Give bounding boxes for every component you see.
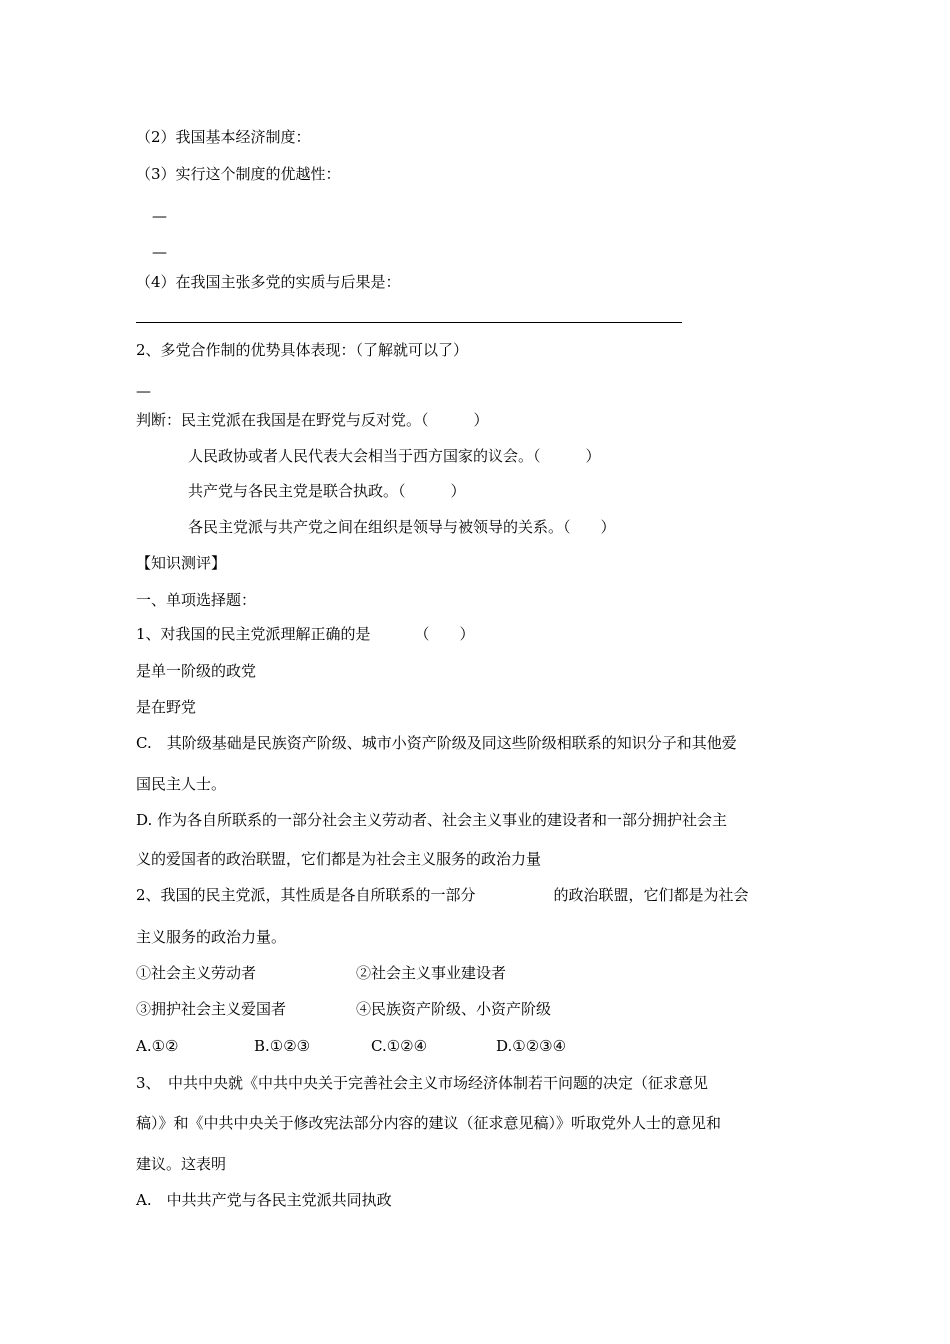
mc-question-1-stem: [136, 624, 475, 644]
question-3-heading: （3）实行这个制度的优越性：: [136, 165, 341, 183]
question-4-heading: （4）在我国主张多党的实质与后果是：: [136, 273, 401, 291]
mc-question-2-stem: [136, 885, 749, 905]
section-2-heading: 2、多党合作制的优势具体表现：（了解就可以了）: [136, 341, 469, 359]
answer-blank-dash: —: [136, 382, 151, 400]
mc-question-3-cont: 稿）》和《中共中央关于修改宪法部分内容的建议（征求意见稿）》听取党外人士的意见和: [136, 1114, 722, 1132]
mc-option-a: A. 中共共产党与各民主党派共同执政: [136, 1191, 392, 1209]
judgment-item: 共产党与各民主党是联合执政。（ ）: [188, 482, 466, 500]
mc-choice-c: C.①②④: [371, 1037, 428, 1055]
question-text: 1、对我国的民主党派理解正确的是: [136, 625, 371, 643]
mc-option-a: 是单一阶级的政党: [136, 662, 257, 680]
question-text-cont: 的政治联盟，它们都是为社会: [553, 886, 749, 904]
answer-blank-dash: —: [152, 243, 167, 261]
mc-question-2-cont: 主义服务的政治力量。: [136, 928, 287, 946]
mc-option-b: 是在野党: [136, 698, 197, 716]
part-title: 一、单项选择题：: [136, 591, 257, 609]
mc-item-4: ④民族资产阶级、小资产阶级: [356, 1000, 552, 1018]
judgment-item: 判断：民主党派在我国是在野党与反对党。（ ）: [136, 411, 489, 429]
answer-underline: [136, 322, 682, 323]
mc-option-d-cont: 义的爱国者的政治联盟，它们都是为社会主义服务的政治力量: [136, 850, 542, 868]
mc-item-3: ③拥护社会主义爱国者: [136, 1000, 287, 1018]
judgment-item: 各民主党派与共产党之间在组织是领导与被领导的关系。（ ）: [188, 518, 616, 536]
mc-item-1: ①社会主义劳动者: [136, 964, 257, 982]
answer-blank-dash: —: [152, 207, 167, 225]
judgment-item: 人民政协或者人民代表大会相当于西方国家的议会。（ ）: [188, 447, 601, 465]
mc-choice-a: A.①②: [136, 1037, 179, 1055]
mc-choice-d: D.①②③④: [496, 1037, 567, 1055]
answer-paren: （ ）: [414, 625, 475, 643]
mc-item-2: ②社会主义事业建设者: [356, 964, 507, 982]
mc-question-3-stem: 3、 中共中央就《中共中央关于完善社会主义市场经济体制若干问题的决定（征求意见: [136, 1074, 709, 1092]
mc-option-c-cont: 国民主人士。: [136, 775, 227, 793]
mc-question-3-cont: 建议。这表明: [136, 1155, 227, 1173]
mc-choice-b: B.①②③: [254, 1037, 311, 1055]
question-2-heading: （2）我国基本经济制度：: [136, 128, 311, 146]
question-text: 2、我国的民主党派，其性质是各自所联系的一部分: [136, 886, 476, 904]
mc-option-d: D. 作为各自所联系的一部分社会主义劳动者、社会主义事业的建设者和一部分拥护社会主: [136, 811, 728, 829]
section-title: 【知识测评】: [136, 554, 227, 572]
mc-option-c: C. 其阶级基础是民族资产阶级、城市小资产阶级及同这些阶级相联系的知识分子和其他爱: [136, 734, 737, 752]
